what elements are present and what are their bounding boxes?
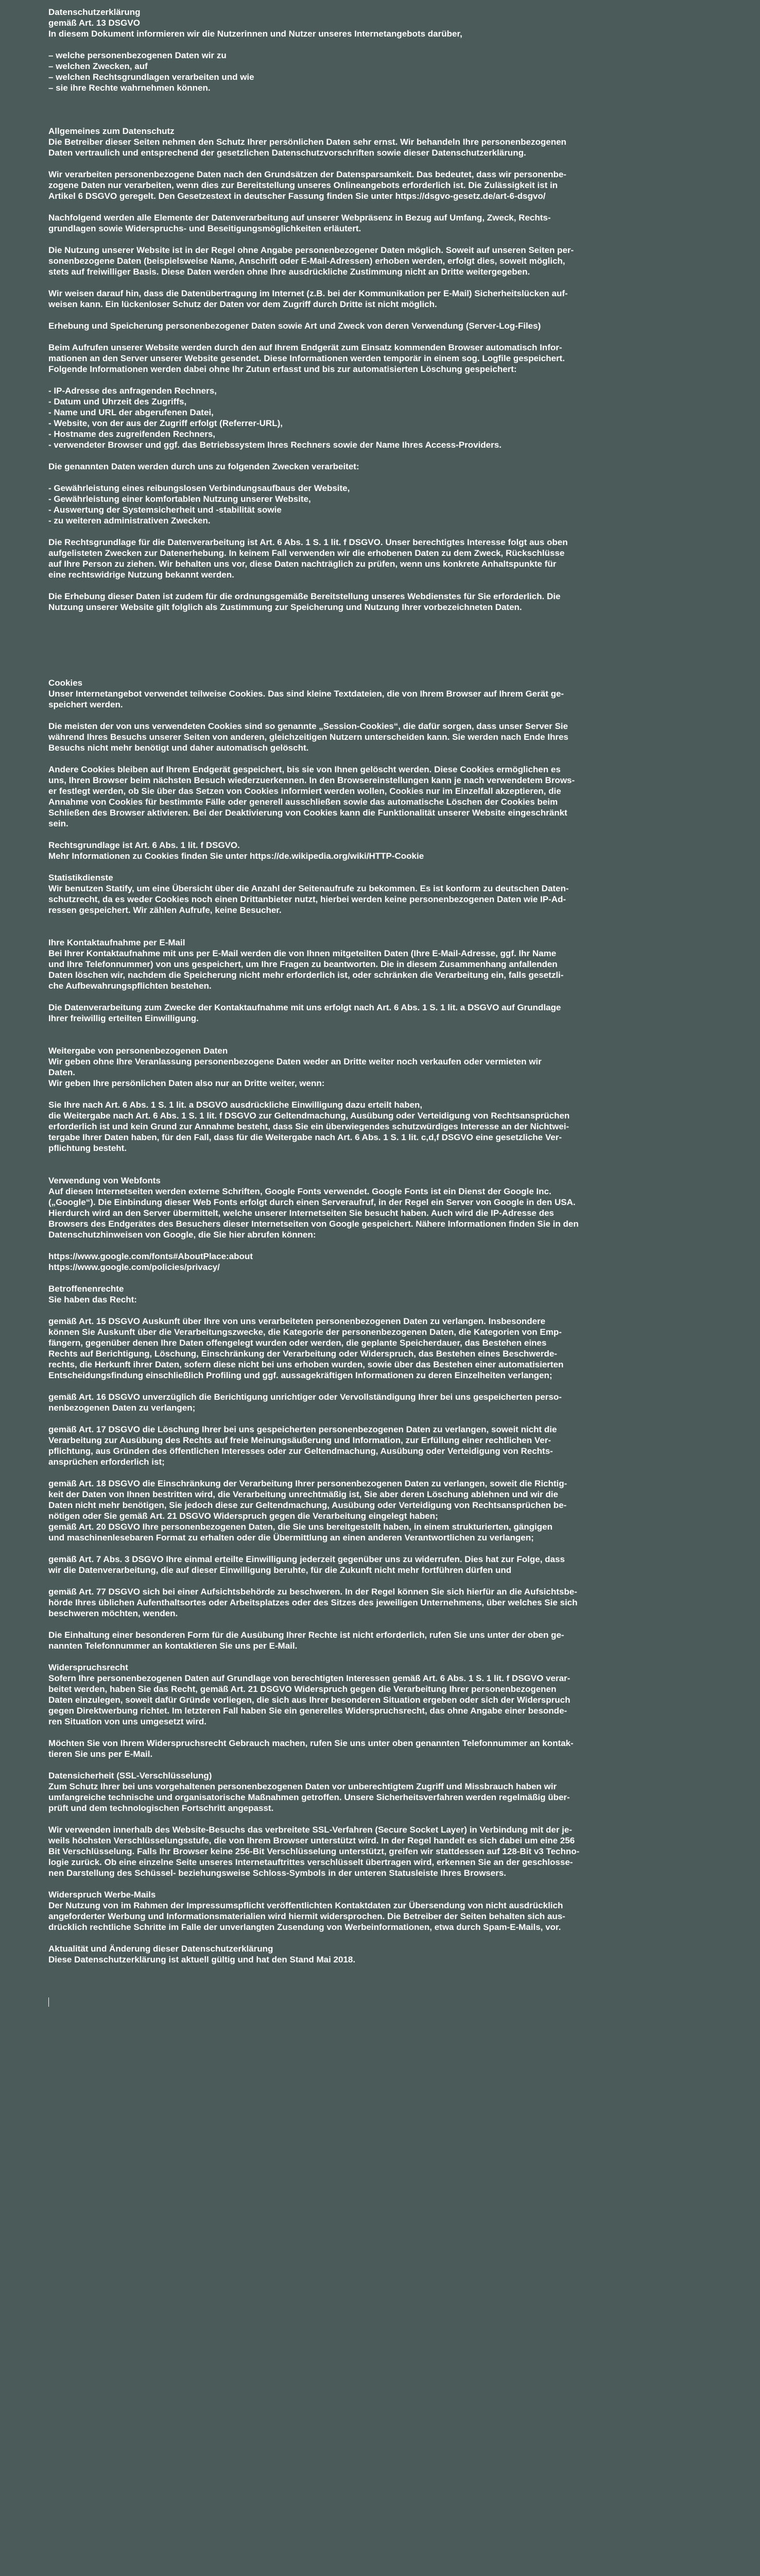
text-line: Wir benutzen Statify, um eine Übersicht über die Anzahl der Seitenaufrufe zu bekommen. Es ist konform zu deutschen Daten- (48, 884, 569, 893)
text-line: zogene Daten nur verarbeiten, wenn dies zur Bereitstellung unseres Onlineangebots erforderlich ist. Die Zulässigkeit ist in (48, 180, 558, 190)
text-line: - Datum und Uhrzeit des Zugriffs, (48, 397, 187, 406)
text-line: speichert werden. (48, 700, 123, 709)
text-line: - Gewährleistung eines reibungslosen Verbindungsaufbaus der Website, (48, 483, 350, 493)
text-line: Nachfolgend werden alle Elemente der Datenverarbeitung auf unserer Webpräsenz in Bezug auf Umfang, Zweck, Rechts- (48, 213, 551, 223)
text-line: Folgende Informationen werden dabei ohne Ihr Zutun erfasst und bis zur automatisierten Löschung gespeichert: (48, 364, 517, 374)
text-line: Die genannten Daten werden durch uns zu folgenden Zwecken verarbeitet: (48, 462, 359, 471)
text-line: Entscheidungsfindung einschließlich Profiling und ggf. aussagekräftigen Informationen zu deren Einzelheiten verlangen; (48, 1370, 552, 1380)
text-line: und Ihre Telefonnummer) von uns gespeichert, um Ihre Fragen zu beantworten. Die in diesem Zusammenhang anfallenden (48, 959, 558, 969)
text-line: tergabe Ihrer Daten haben, für den Fall, dass für die Weitergabe nach Art. 6 Abs. 1 S. 1 lit. c,d,f DSGVO eine gesetzliche Ver- (48, 1132, 562, 1142)
text-line: Die Einhaltung einer besonderen Form für die Ausübung Ihrer Rechte ist nicht erforderlich, rufen Sie uns unter der oben ge- (48, 1630, 564, 1640)
text-line: eine rechtswidrige Nutzung bekannt werden. (48, 570, 234, 580)
text-line: stets auf freiwilliger Basis. Diese Daten werden ohne Ihre ausdrückliche Zustimmung nicht an Dritte weitergegeben. (48, 267, 530, 277)
text-line: rechts, die Herkunft ihrer Daten, sofern diese nicht bei uns erhoben wurden, sowie über das Bestehen einer automatisierten (48, 1360, 564, 1369)
blank-line (48, 829, 724, 840)
text-line: beschweren möchten, wenden. (48, 1608, 178, 1618)
text-line: Beim Aufrufen unserer Website werden durch den auf Ihrem Endgerät zum Einsatz kommenden Browser automatisch Infor- (48, 343, 562, 352)
rights-section (48, 1283, 724, 1965)
text-line: tieren Sie uns per E-Mail. (48, 1749, 153, 1759)
text-line: er festlegt werden, ob Sie über das Setzen von Cookies informiert werden wollen, Cookies nur im Einzelfall akzeptieren, die (48, 786, 561, 796)
text-line: - Name und URL der abgerufenen Datei, (48, 408, 214, 417)
text-line: pflichtung, aus Gründen des öffentlichen Interesses oder zur Geltendmachung, Ausübung oder Verteidigung von Rechts- (48, 1446, 553, 1456)
blank-line (48, 1305, 724, 1316)
text-line: logie zurück. Ob eine einzelne Seite unseres Internetauftrittes verschlüsselt übertragen wird, erkennen Sie an der geschlosse- (48, 1857, 573, 1867)
text-line: – welchen Rechtsgrundlagen verarbeiten und wie (48, 72, 254, 82)
blank-line (48, 710, 724, 721)
text-line: Nutzung unserer Website gilt folglich als Zustimmung zur Speicherung und Nutzung Ihrer vorbezeichneten Daten. (48, 602, 522, 612)
text-line: Datenschutzhinweisen von Google, die Sie hier abrufen können: (48, 1230, 316, 1240)
text-line: Allgemeines zum Datenschutz (48, 126, 175, 136)
blank-line (48, 1759, 724, 1770)
text-line: Ihre Kontaktaufnahme per E-Mail (48, 938, 185, 947)
privacy-policy-document (48, 7, 724, 2007)
text-line: beitet werden, haben Sie das Recht, gemäß Art. 21 DSGVO Widerspruch gegen die Verarbeitung Ihrer personenbezogenen (48, 1684, 557, 1694)
blank-line (48, 753, 724, 764)
blank-line (48, 1381, 724, 1392)
blank-line (48, 861, 724, 872)
text-line: nannten Telefonnummer an kontaktieren Sie uns per E-Mail. (48, 1641, 298, 1651)
text-line: pflichtung besteht. (48, 1143, 127, 1153)
text-line: angeforderter Werbung und Informationsmaterialien wird hiermit widersprochen. Die Betreiber der Seiten behalten sich aus- (48, 1911, 565, 1921)
text-line: ren Situation von uns umgesetzt wird. (48, 1717, 206, 1726)
blank-line (48, 158, 724, 169)
text-line: mationen an den Server unserer Website gesendet. Diese Informationen werden temporär in einem sog. Logfile gespeichert. (48, 353, 565, 363)
text-line: können Sie Auskunft über die Verarbeitungszwecke, die Kategorie der personenbezogenen Daten, die Kategorien von Emp- (48, 1327, 562, 1337)
blank-line (48, 1154, 724, 1164)
blank-line (48, 472, 724, 483)
text-line: nen Darstellung des Schüssel- beziehungsweise Schloss-Symbols in der unteren Statusleiste Ihres Browsers. (48, 1868, 506, 1878)
text-line: („Google“). Die Einbindung dieser Web Fonts erfolgt durch einen Serveraufruf, in der Regel ein Server von Google in den USA. (48, 1197, 576, 1207)
text-line: Wir weisen darauf hin, dass die Datenübertragung im Internet (z.B. bei der Kommunikation per E-Mail) Sicherheitslücken auf- (48, 289, 568, 298)
text-line: fängern, gegenüber denen Ihre Daten offengelegt wurden oder werden, die geplante Speicherdauer, das Bestehen eines (48, 1338, 547, 1348)
blank-line (48, 277, 724, 288)
text-line: Die Betreiber dieser Seiten nehmen den Schutz Ihrer persönlichen Daten sehr ernst. Wir behandeln Ihre personenbezogenen (48, 137, 566, 147)
text-line: Diese Datenschutzerklärung ist aktuell gültig und hat den Stand Mai 2018. (48, 1955, 356, 1964)
blank-line (48, 1575, 724, 1586)
text-line: Wir geben ohne Ihre Veranlassung personenbezogene Daten weder an Dritte weiter noch verkaufen oder vermieten wir (48, 1057, 542, 1066)
text-line: - zu weiteren administrativen Zwecken. (48, 516, 211, 526)
text-line: gegen Direktwerbung richtet. Im letzteren Fall haben Sie ein generelles Widerspruchsrecht, das ohne Angabe einer besonde- (48, 1706, 567, 1716)
section-spacer (48, 1965, 724, 1997)
text-line: ansprüchen erforderlich ist; (48, 1457, 165, 1467)
text-line: Mehr Informationen zu Cookies finden Sie unter https://de.wikipedia.org/wiki/HTTP-Cookie (48, 851, 424, 861)
text-line: Betroffenenrechte (48, 1284, 124, 1294)
text-line: weils höchsten Verschlüsselungsstufe, die von Ihrem Browser unterstützt wird. In der Regel handelt es sich dabei um eine 256 (48, 1836, 575, 1845)
text-line: gemäß Art. 18 DSGVO die Einschränkung der Verarbeitung Ihrer personenbezogenen Daten zu verlangen, soweit die Richtig- (48, 1479, 567, 1488)
text-line: Sofern Ihre personenbezogenen Daten auf Grundlage von berechtigten Interessen gemäß Art. 6 Abs. 1 S. 1 lit. f DSGVO verar- (48, 1673, 571, 1683)
text-line: gemäß Art. 77 DSGVO sich bei einer Aufsichtsbehörde zu beschweren. In der Regel können Sie sich hierfür an die Aufsichtsbe- (48, 1587, 577, 1597)
text-line: Datensicherheit (SSL-Verschlüsselung) (48, 1771, 212, 1781)
text-line: Statistikdienste (48, 873, 113, 883)
text-line: Auf diesen Internetseiten werden externe Schriften, Google Fonts verwendet. Google Fonts ist ein Dienst der Google Inc. (48, 1187, 551, 1196)
blank-line (48, 1651, 724, 1662)
blank-line (48, 580, 724, 591)
text-line: prüft und dem technologischen Fortschritt angepasst. (48, 1803, 274, 1813)
blank-line (48, 1024, 724, 1035)
text-line: ressen gespeichert. Wir zählen Aufrufe, keine Besucher. (48, 905, 282, 915)
text-line: - Hostname des zugreifenden Rechners, (48, 429, 216, 439)
text-line: sonenbezogene Daten (beispielsweise Name, Anschrift oder E-Mail-Adressen) erhoben werden, erfolgt dies, soweit möglich, (48, 256, 565, 266)
blank-line (48, 1814, 724, 1824)
text-line: Daten nicht mehr benötigen, Sie jedoch diese zur Geltendmachung, Ausübung oder Verteidigung von Rechtsansprüchen be- (48, 1500, 567, 1510)
general-privacy-section (48, 126, 724, 613)
text-line: Cookies (48, 678, 83, 688)
text-line: Wir geben Ihre persönlichen Daten also nur an Dritte weiter, wenn: (48, 1078, 325, 1088)
text-line: sein. (48, 819, 68, 828)
text-cursor (48, 1997, 49, 2007)
blank-line (48, 1240, 724, 1251)
text-line: Rechts auf Berichtigung, Löschung, Einschränkung der Verarbeitung oder Widerspruch, das Bestehen eines Beschwerde- (48, 1349, 557, 1359)
text-line: nenbezogenen Daten zu verlangen; (48, 1403, 196, 1413)
text-line: In diesem Dokument informieren wir die Nutzerinnen und Nutzer unseres Internetangebots darüber, (48, 29, 462, 39)
text-line: gemäß Art. 16 DSGVO unverzüglich die Berichtigung unrichtiger oder Vervollständigung Ihrer bei uns gespeicherten perso- (48, 1392, 562, 1402)
text-line: – welchen Zwecken, auf (48, 61, 148, 71)
text-line: Verarbeitung zur Ausübung des Rechts auf freie Meinungsäußerung und Information, zur Erfüllung einer rechtlichen Ver- (48, 1435, 551, 1445)
text-line: Unser Internetangebot verwendet teilweise Cookies. Das sind kleine Textdateien, die von Ihrem Browser auf Ihrem Gerät ge- (48, 689, 564, 699)
text-line: gemäß Art. 20 DSGVO Ihre personenbezogenen Daten, die Sie uns bereitgestellt haben, in einem strukturierten, gängigen (48, 1522, 552, 1532)
text-line: Wir verarbeiten personenbezogene Daten nach den Grundsätzen der Datensparsamkeit. Das bedeutet, dass wir personenbe- (48, 170, 566, 179)
text-line: - Gewährleistung einer komfortablen Nutzung unserer Website, (48, 494, 311, 504)
text-line: Browsers des Endgerätes des Besuchers dieser Internetseiten von Google gespeichert. Nähere Informationen finden Sie in den (48, 1219, 579, 1229)
section-spacer (48, 645, 724, 677)
blank-line (48, 1413, 724, 1424)
text-line: gemäß Art. 17 DSGVO die Löschung Ihrer bei uns gespeicherten personenbezogenen Daten zu verlangen, soweit nicht die (48, 1425, 557, 1434)
text-line: Besuchs nicht mehr benötigt und daher automatisch gelöscht. (48, 743, 309, 753)
text-line: https://www.google.com/fonts#AboutPlace:about (48, 1251, 253, 1261)
text-line: Daten. (48, 1067, 75, 1077)
text-line: Daten einzulegen, soweit dafür Gründe vorliegen, die sich aus Ihrer besonderen Situation ergeben oder sich der Widerspruch (48, 1695, 571, 1705)
blank-line (48, 1619, 724, 1630)
text-line: Rechtsgrundlage ist Art. 6 Abs. 1 lit. f DSGVO. (48, 840, 240, 850)
text-line: Bei Ihrer Kontaktaufnahme mit uns per E-Mail werden die von Ihnen mitgeteilten Daten (Ihre E-Mail-Adresse, ggf. Ihr Name (48, 948, 557, 958)
text-line: drücklich rechtliche Schritte im Falle der unverlangten Zusendung von Werbeinformationen, etwa durch Spam-E-Mails, vor. (48, 1922, 561, 1932)
text-line: - Auswertung der Systemsicherheit und -stabilität sowie (48, 505, 282, 515)
blank-line (48, 234, 724, 245)
text-line: erforderlich ist und kein Grund zur Annahme besteht, dass Sie ein überwiegendes schutzwürdiges Interesse an der Nichtwei- (48, 1122, 569, 1131)
text-line: Hierdurch wird an den Server übermittelt, welche unserer Internetseiten Sie besucht haben. Auch wird die IP-Adresse des (48, 1208, 554, 1218)
text-line: gemäß Art. 15 DSGVO Auskunft über Ihre von uns verarbeiteten personenbezogenen Daten zu verlangen. Insbesondere (48, 1316, 546, 1326)
text-line: Die Erhebung dieser Daten ist zudem für die ordnungsgemäße Bereitstellung unseres Webdienstes für Sie erforderlich. Die (48, 591, 561, 601)
blank-line (48, 1035, 724, 1045)
text-line: Wir verwenden innerhalb des Website-Besuchs das verbreitete SSL-Verfahren (Secure Socket Layer) in Verbindung mit der je- (48, 1825, 573, 1835)
blank-line (48, 1467, 724, 1478)
text-line: hörde Ihres üblichen Aufenthaltsortes oder Arbeitsplatzes oder des Sitzes des jeweiligen Unternehmens, über welches Sie sich (48, 1598, 578, 1607)
text-line: Aktualität und Änderung dieser Datenschutzerklärung (48, 1944, 273, 1954)
text-line: Sie Ihre nach Art. 6 Abs. 1 S. 1 lit. a DSGVO ausdrückliche Einwilligung dazu erteilt haben, (48, 1100, 423, 1110)
text-line: Bit Verschlüsselung. Falls Ihr Browser keine 256-Bit Verschlüsselung unterstützt, greifen wir stattdessen auf 128-Bit v3 Techno- (48, 1846, 580, 1856)
blank-line (48, 1164, 724, 1175)
text-line: Daten vertraulich und entsprechend der gesetzlichen Datenschutzvorschriften sowie dieser Datenschutzerklärung. (48, 148, 526, 158)
blank-line (48, 926, 724, 937)
text-line: und maschinenlesebaren Format zu erhalten oder die Übermittlung an einen anderen Verantwortlichen zu verlangen; (48, 1533, 534, 1543)
text-line: gemäß Art. 7 Abs. 3 DSGVO Ihre einmal erteilte Einwilligung jederzeit gegenüber uns zu widerrufen. Dies hat zur Folge, dass (48, 1554, 565, 1564)
text-line: Zum Schutz Ihrer bei uns vorgehaltenen personenbezogenen Daten vor unberechtigtem Zugriff und Missbrauch haben wir (48, 1782, 557, 1791)
blank-line (48, 375, 724, 385)
text-line: grundlagen sowie Widerspruchs- und Beseitigungsmöglichkeiten erläutert. (48, 224, 361, 233)
text-line: auf Ihre Person zu ziehen. Wir behalten uns vor, diese Daten nachträglich zu prüfen, wenn uns konkrete Anhaltspunkte für (48, 559, 557, 569)
blank-line (48, 310, 724, 320)
text-line: - Website, von der aus der Zugriff erfolgt (Referrer-URL), (48, 418, 283, 428)
blank-line (48, 1878, 724, 1889)
text-line: Weitergabe von personenbezogenen Daten (48, 1046, 228, 1056)
text-line: gemäß Art. 13 DSGVO (48, 18, 140, 28)
blank-line (48, 201, 724, 212)
text-line: - verwendeter Browser und ggf. das Betriebssystem Ihres Rechners sowie der Name Ihres Access-Providers. (48, 440, 502, 450)
text-line: schutzrecht, da es weder Cookies noch einen Drittanbieter nutzt, hierbei werden keine personenbezogenen Daten wie IP-Ad- (48, 894, 566, 904)
blank-line (48, 1727, 724, 1738)
text-line: die Weitergabe nach Art. 6 Abs. 1 S. 1 lit. f DSGVO zur Geltendmachung, Ausübung oder Verteidigung von Rechtsansprüchen (48, 1111, 570, 1121)
blank-line (48, 991, 724, 1002)
cookies-section (48, 677, 724, 1283)
text-line: https://www.google.com/policies/privacy/ (48, 1262, 220, 1272)
text-line: Sie haben das Recht: (48, 1295, 137, 1304)
text-line: aufgelisteten Zwecken zur Datenerhebung. In keinem Fall verwenden wir die erhobenen Daten zu dem Zweck, Rückschlüsse (48, 548, 565, 558)
text-line: weisen kann. Ein lückenloser Schutz der Daten vor dem Zugriff durch Dritte ist nicht möglich. (48, 299, 437, 309)
blank-line (48, 450, 724, 461)
text-line: Artikel 6 DSGVO geregelt. Den Gesetzestext in deutscher Fassung finden Sie unter https://dsgvo-gesetz.de/art-6-dsgvo/ (48, 191, 546, 201)
text-line: umfangreiche technische und organisatorische Maßnahmen getroffen. Unsere Sicherheitsverfahren werden regelmäßig über- (48, 1792, 570, 1802)
text-line: - IP-Adresse des anfragenden Rechners, (48, 386, 217, 396)
text-line: Die Datenverarbeitung zum Zwecke der Kontaktaufnahme mit uns erfolgt nach Art. 6 Abs. 1 S. 1 lit. a DSGVO auf Grundlage (48, 1003, 561, 1012)
section-spacer (48, 93, 724, 126)
text-line: – welche personenbezogenen Daten wir zu (48, 50, 227, 60)
text-line: Ihrer freiwillig erteilten Einwilligung. (48, 1013, 199, 1023)
text-line: Widerspruchsrecht (48, 1663, 128, 1672)
blank-line (48, 1543, 724, 1554)
text-line: Datenschutzerklärung (48, 7, 141, 17)
text-line: Annahme von Cookies für bestimmte Fälle oder generell ausschließen sowie das automatische Löschen der Cookies beim (48, 797, 558, 807)
text-line: wir die Datenverarbeitung, die auf dieser Einwilligung beruhte, für die Zukunft nicht mehr fortführen dürfen und (48, 1565, 512, 1575)
blank-line (48, 1273, 724, 1283)
text-line: Widerspruch Werbe-Mails (48, 1890, 156, 1900)
section-spacer (48, 613, 724, 645)
blank-line (48, 39, 724, 50)
text-line: Der Nutzung von im Rahmen der Impressumspflicht veröffentlichten Kontaktdaten zur Übersendung von nicht ausdrücklich (48, 1901, 563, 1910)
blank-line (48, 1089, 724, 1099)
text-line: Die Nutzung unserer Website ist in der Regel ohne Angabe personenbezogener Daten möglich. Soweit auf unseren Seiten per- (48, 245, 574, 255)
text-line: Die meisten der von uns verwendeten Cookies sind so genannte „Session-Cookies“, die dafür sorgen, dass unser Server Sie (48, 721, 568, 731)
text-line: Die Rechtsgrundlage für die Datenverarbeitung ist Art. 6 Abs. 1 S. 1 lit. f DSGVO. Unser berechtigtes Interesse folgt aus oben (48, 537, 568, 547)
text-line: keit der Daten von Ihnen bestritten wird, die Verarbeitung unrechtmäßig ist, Sie aber deren Löschung ablehnen und wir die (48, 1489, 558, 1499)
text-line: nötigen oder Sie gemäß Art. 21 DSGVO Widerspruch gegen die Verarbeitung eingelegt haben; (48, 1511, 438, 1521)
blank-line (48, 331, 724, 342)
text-line: Andere Cookies bleiben auf Ihrem Endgerät gespeichert, bis sie von Ihnen gelöscht werden. Diese Cookies ermöglichen es (48, 765, 561, 774)
text-line: während Ihres Besuchs unserer Seiten von anderen, gleichzeitigen Nutzern unterscheiden kann. Sie werden nach Ende Ihres (48, 732, 568, 742)
text-line: che Aufbewahrungspflichten bestehen. (48, 981, 212, 991)
blank-line (48, 1933, 724, 1943)
intro-section (48, 7, 724, 93)
text-line: uns, Ihren Browser beim nächsten Besuch wiederzuerkennen. In den Browsereinstellungen kann je nach verwendetem Brows- (48, 775, 575, 785)
text-line: Möchten Sie von Ihrem Widerspruchsrecht Gebrauch machen, rufen Sie uns unter oben genannten Telefonnummer an kontak- (48, 1738, 574, 1748)
text-line: – sie ihre Rechte wahrnehmen können. (48, 83, 211, 93)
text-line: Verwendung von Webfonts (48, 1176, 161, 1185)
text-line: Schließen des Browser aktivieren. Bei der Deaktivierung von Cookies kann die Funktionalität unserer Website eingeschränkt (48, 808, 567, 818)
text-line: Daten löschen wir, nachdem die Speicherung nicht mehr erforderlich ist, oder schränken die Verarbeitung ein, falls gesetzli- (48, 970, 564, 980)
blank-line (48, 916, 724, 926)
text-line: Erhebung und Speicherung personenbezogener Daten sowie Art und Zweck von deren Verwendung (Server-Log-Files) (48, 321, 541, 331)
blank-line (48, 526, 724, 537)
